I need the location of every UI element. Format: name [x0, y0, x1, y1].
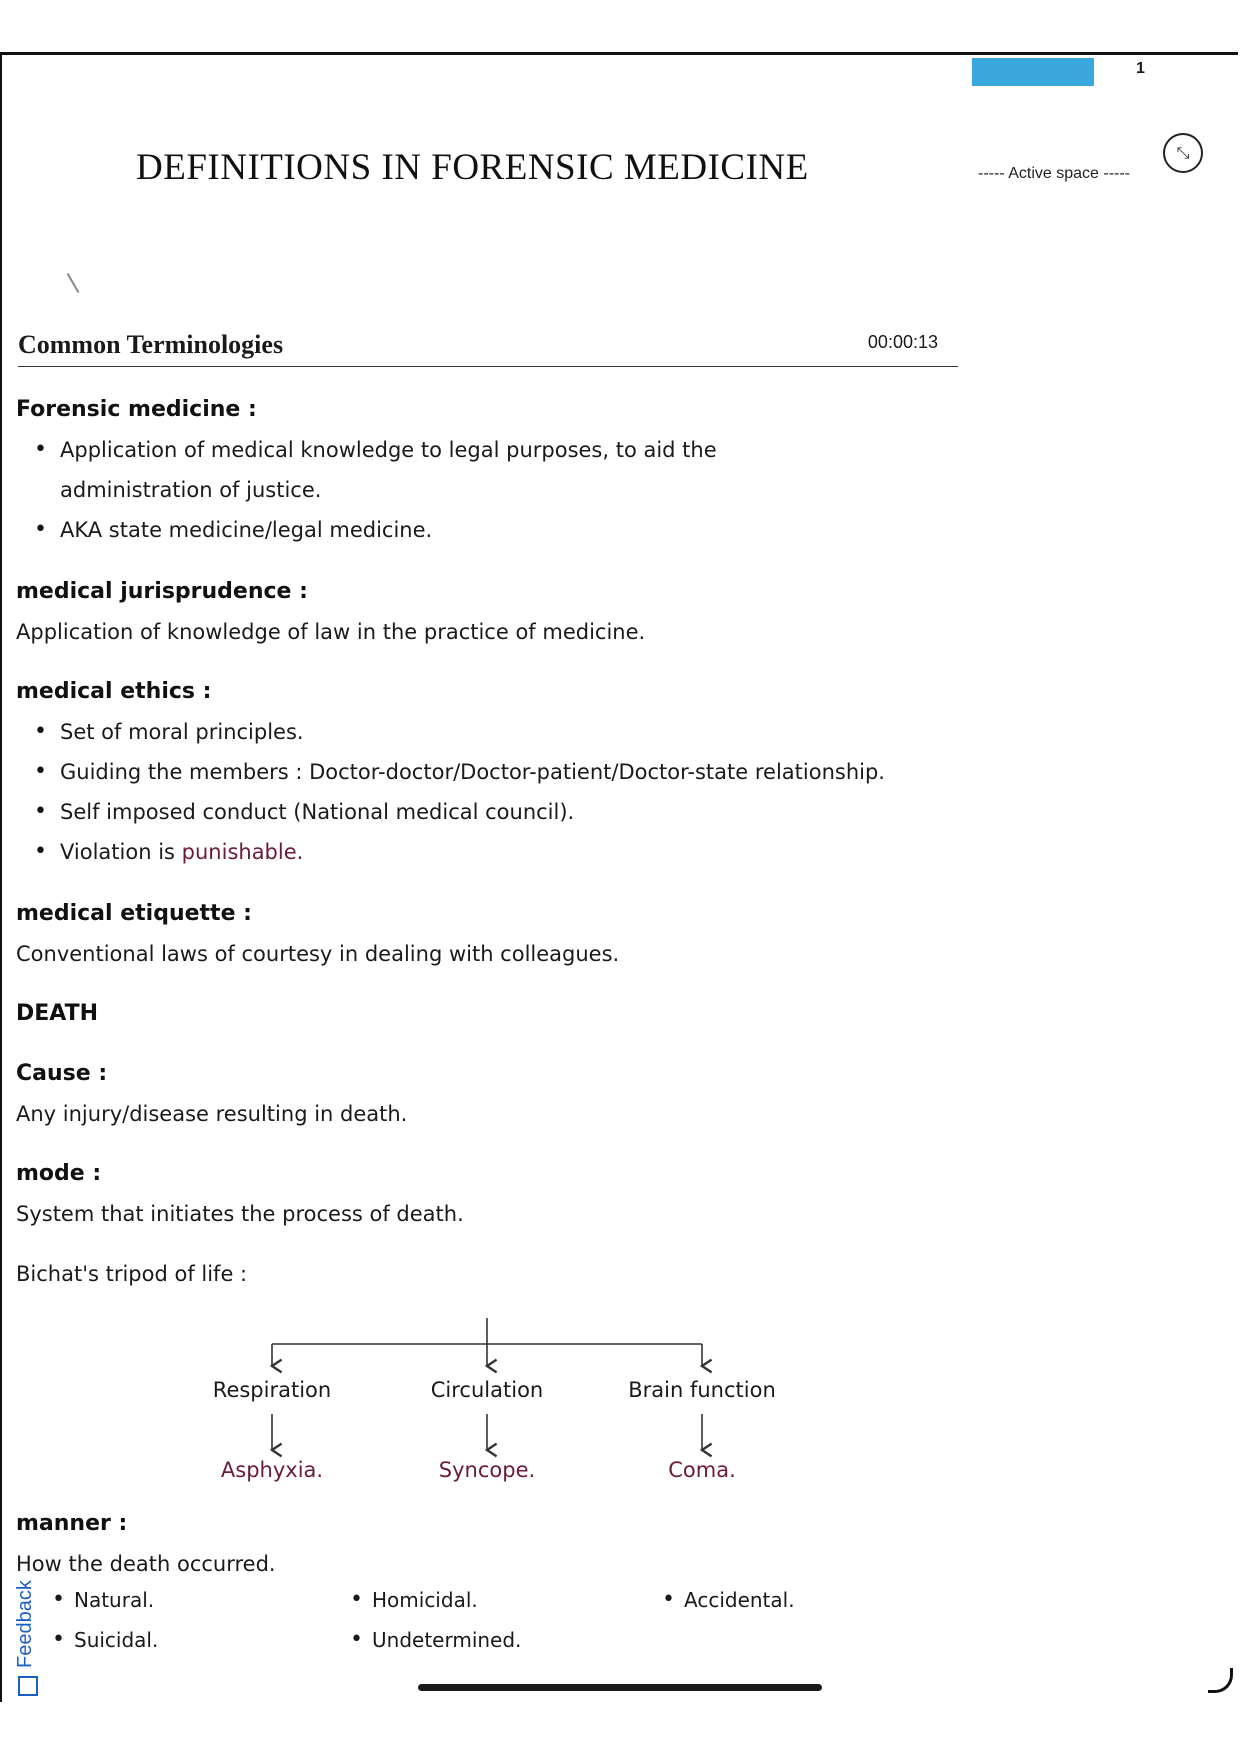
list-item: • Self imposed conduct (National medical council).: [16, 792, 1016, 832]
death-heading: DEATH: [16, 1001, 99, 1026]
manner-option-undetermined: • Undetermined.: [346, 1628, 521, 1652]
medical-ethics-list: [16, 712, 1016, 872]
feedback-tab[interactable]: Feedback: [14, 1580, 36, 1668]
mode-heading: mode :: [16, 1161, 102, 1186]
forensic-medicine-heading: Forensic medicine :: [16, 397, 257, 422]
section-header: [18, 330, 958, 367]
accent-word: punishable.: [181, 840, 304, 864]
list-item: • Guiding the members : Doctor-doctor/Doctor-patient/Doctor-state relationship.: [16, 752, 1016, 792]
manner-option-homicidal: • Homicidal.: [346, 1588, 478, 1612]
timer: 00:00:13: [867, 332, 938, 352]
progress-indicator: [972, 58, 1094, 86]
medical-etiquette-heading: medical etiquette :: [16, 901, 252, 926]
medical-jurisprudence-heading: medical jurisprudence :: [16, 579, 308, 604]
list-item-text: Violation is: [60, 840, 182, 864]
tripod-node-circulation: Circulation: [430, 1378, 544, 1402]
tripod-outcome-asphyxia: Asphyxia.: [220, 1458, 324, 1482]
page-title: DEFINITIONS IN FORENSIC MEDICINE: [136, 147, 809, 188]
tripod-node-respiration: Respiration: [212, 1378, 332, 1402]
feedback-checkbox-icon[interactable]: [18, 1676, 38, 1696]
cause-text: Any injury/disease resulting in death.: [16, 1102, 408, 1126]
tripod-outcome-coma: Coma.: [668, 1458, 736, 1482]
collapse-icon: ⤡: [1176, 143, 1190, 162]
list-item: • Application of medical knowledge to legal purposes, to aid the administration of justice.: [16, 430, 780, 510]
tripod-diagram: [0, 1316, 1240, 1496]
cause-heading: Cause :: [16, 1061, 108, 1086]
manner-heading: manner :: [16, 1511, 128, 1536]
manner-section: [16, 1504, 1016, 1674]
manner-text: How the death occurred.: [16, 1552, 276, 1576]
manner-options: [16, 1584, 1016, 1674]
medical-jurisprudence-text: Application of knowledge of law in the practice of medicine.: [16, 620, 646, 644]
mode-text: System that initiates the process of death.: [16, 1202, 464, 1226]
collapse-button[interactable]: [1163, 133, 1203, 173]
manner-option-suicidal: • Suicidal.: [48, 1628, 158, 1652]
notes-content: [16, 390, 1016, 1294]
forensic-medicine-list: [16, 430, 1016, 550]
home-indicator[interactable]: [418, 1684, 822, 1691]
page-number: 1: [1136, 60, 1145, 77]
active-space-label: ----- Active space -----: [978, 165, 1130, 182]
medical-etiquette-text: Conventional laws of courtesy in dealing with colleagues.: [16, 942, 620, 966]
tripod-outcome-syncope: Syncope.: [438, 1458, 536, 1482]
manner-option-natural: • Natural.: [48, 1588, 154, 1612]
tripod-heading: Bichat's tripod of life :: [16, 1262, 248, 1286]
list-item: • AKA state medicine/legal medicine.: [16, 510, 1016, 550]
manner-option-accidental: • Accidental.: [658, 1588, 795, 1612]
list-item: • Set of moral principles.: [16, 712, 1016, 752]
medical-ethics-heading: medical ethics :: [16, 679, 212, 704]
section-title: Common Terminologies: [18, 330, 284, 359]
list-item: [16, 832, 1016, 872]
tripod-node-brain-function: Brain function: [628, 1378, 776, 1402]
